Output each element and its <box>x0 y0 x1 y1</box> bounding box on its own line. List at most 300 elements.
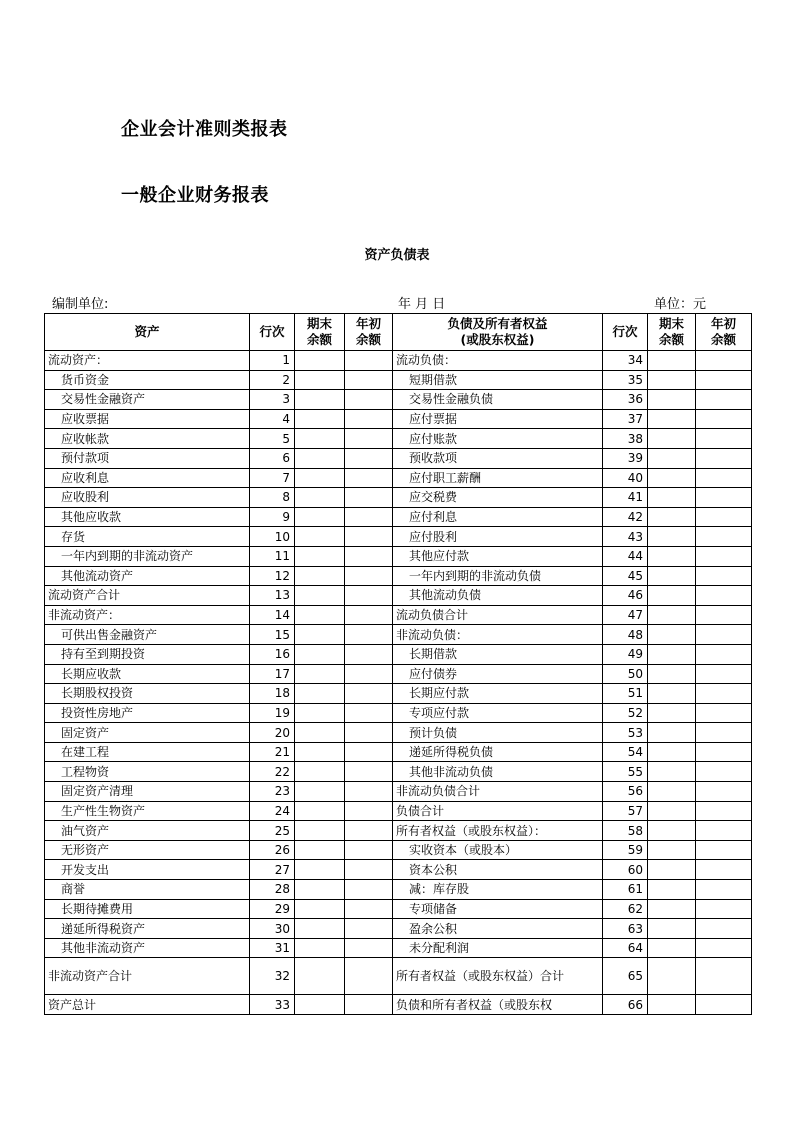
asset-begin-balance-cell[interactable] <box>345 684 393 704</box>
asset-line-number: 23 <box>250 782 295 802</box>
table-row <box>45 995 752 1015</box>
asset-item: 流动资产： <box>45 351 250 371</box>
asset-begin-balance-cell[interactable] <box>345 390 393 410</box>
liability-end-balance-cell[interactable] <box>648 409 696 429</box>
asset-end-balance-cell[interactable] <box>295 546 345 566</box>
asset-end-balance-cell[interactable] <box>295 390 345 410</box>
liability-item: 专项应付款 <box>393 703 603 723</box>
table-row <box>45 742 752 762</box>
liability-begin-balance-cell[interactable] <box>696 448 752 468</box>
asset-line-number: 21 <box>250 742 295 762</box>
asset-item: 非流动资产： <box>45 605 250 625</box>
asset-item: 一年内到期的非流动资产 <box>45 546 250 566</box>
asset-begin-balance-cell[interactable] <box>345 840 393 860</box>
asset-begin-balance-cell[interactable] <box>345 488 393 508</box>
liability-end-balance-cell[interactable] <box>648 860 696 880</box>
asset-begin-balance-cell[interactable] <box>345 703 393 723</box>
table-row <box>45 919 752 939</box>
table-row <box>45 429 752 449</box>
asset-begin-balance-cell[interactable] <box>345 448 393 468</box>
liability-end-balance-cell[interactable] <box>648 995 696 1015</box>
liability-begin-balance-cell[interactable] <box>696 723 752 743</box>
asset-item: 长期股权投资 <box>45 684 250 704</box>
asset-item: 可供出售金融资产 <box>45 625 250 645</box>
liability-end-balance-cell[interactable] <box>648 840 696 860</box>
asset-item: 应收票据 <box>45 409 250 429</box>
asset-end-balance-cell[interactable] <box>295 644 345 664</box>
liability-end-balance-cell[interactable] <box>648 703 696 723</box>
liability-begin-balance-cell[interactable] <box>696 801 752 821</box>
table-row <box>45 899 752 919</box>
table-row <box>45 566 752 586</box>
asset-item: 预付款项 <box>45 448 250 468</box>
asset-end-balance-cell[interactable] <box>295 723 345 743</box>
asset-begin-balance-cell[interactable] <box>345 370 393 390</box>
asset-begin-balance-cell[interactable] <box>345 468 393 488</box>
table-row <box>45 488 752 508</box>
col-end-balance2-header: 期末 余额 <box>648 314 696 351</box>
liability-line-number: 37 <box>603 409 648 429</box>
asset-item: 应收利息 <box>45 468 250 488</box>
asset-end-balance-cell[interactable] <box>295 429 345 449</box>
liability-end-balance-cell[interactable] <box>648 762 696 782</box>
liability-begin-balance-cell[interactable] <box>696 782 752 802</box>
liability-end-balance-cell[interactable] <box>648 605 696 625</box>
liability-begin-balance-cell[interactable] <box>696 566 752 586</box>
liability-end-balance-cell[interactable] <box>648 429 696 449</box>
liability-item: 预计负债 <box>393 723 603 743</box>
asset-line-number: 27 <box>250 860 295 880</box>
table-row <box>45 703 752 723</box>
liability-end-balance-cell[interactable] <box>648 958 696 995</box>
asset-item: 工程物资 <box>45 762 250 782</box>
liability-line-number: 45 <box>603 566 648 586</box>
liability-line-number: 50 <box>603 664 648 684</box>
liability-line-number: 34 <box>603 351 648 371</box>
asset-begin-balance-cell[interactable] <box>345 880 393 900</box>
asset-line-number: 30 <box>250 919 295 939</box>
liability-begin-balance-cell[interactable] <box>696 899 752 919</box>
table-row <box>45 880 752 900</box>
liability-end-balance-cell[interactable] <box>648 644 696 664</box>
liability-begin-balance-cell[interactable] <box>696 625 752 645</box>
asset-end-balance-cell[interactable] <box>295 566 345 586</box>
table-row <box>45 370 752 390</box>
liability-line-number: 61 <box>603 880 648 900</box>
liability-line-number: 65 <box>603 958 648 995</box>
liability-item: 应交税费 <box>393 488 603 508</box>
liability-end-balance-cell[interactable] <box>648 742 696 762</box>
asset-begin-balance-cell[interactable] <box>345 527 393 547</box>
asset-end-balance-cell[interactable] <box>295 409 345 429</box>
liability-item: 其他非流动负债 <box>393 762 603 782</box>
asset-end-balance-cell[interactable] <box>295 351 345 371</box>
asset-line-number: 33 <box>250 995 295 1015</box>
asset-begin-balance-cell[interactable] <box>345 938 393 958</box>
liability-line-number: 59 <box>603 840 648 860</box>
liability-line-number: 38 <box>603 429 648 449</box>
liability-line-number: 44 <box>603 546 648 566</box>
liability-line-number: 60 <box>603 860 648 880</box>
liability-line-number: 53 <box>603 723 648 743</box>
table-row <box>45 821 752 841</box>
liability-begin-balance-cell[interactable] <box>696 958 752 995</box>
liability-begin-balance-cell[interactable] <box>696 370 752 390</box>
liability-line-number: 63 <box>603 919 648 939</box>
asset-item: 商誉 <box>45 880 250 900</box>
liability-begin-balance-cell[interactable] <box>696 821 752 841</box>
asset-item: 货币资金 <box>45 370 250 390</box>
table-row <box>45 723 752 743</box>
asset-item: 持有至到期投资 <box>45 644 250 664</box>
asset-end-balance-cell[interactable] <box>295 782 345 802</box>
liability-end-balance-cell[interactable] <box>648 880 696 900</box>
col-end-balance-header: 期末 余额 <box>295 314 345 351</box>
liability-line-number: 54 <box>603 742 648 762</box>
liability-end-balance-cell[interactable] <box>648 448 696 468</box>
asset-item: 生产性生物资产 <box>45 801 250 821</box>
asset-line-number: 16 <box>250 644 295 664</box>
asset-begin-balance-cell[interactable] <box>345 899 393 919</box>
liability-item: 应付股利 <box>393 527 603 547</box>
liability-line-number: 43 <box>603 527 648 547</box>
liability-line-number: 47 <box>603 605 648 625</box>
liability-end-balance-cell[interactable] <box>648 586 696 606</box>
asset-end-balance-cell[interactable] <box>295 938 345 958</box>
asset-item: 投资性房地产 <box>45 703 250 723</box>
table-row <box>45 762 752 782</box>
asset-end-balance-cell[interactable] <box>295 448 345 468</box>
asset-item: 流动资产合计 <box>45 586 250 606</box>
asset-begin-balance-cell[interactable] <box>345 409 393 429</box>
asset-end-balance-cell[interactable] <box>295 919 345 939</box>
table-row <box>45 586 752 606</box>
asset-begin-balance-cell[interactable] <box>345 351 393 371</box>
asset-item: 固定资产 <box>45 723 250 743</box>
liability-end-balance-cell[interactable] <box>648 468 696 488</box>
liability-end-balance-cell[interactable] <box>648 782 696 802</box>
asset-line-number: 6 <box>250 448 295 468</box>
liability-end-balance-cell[interactable] <box>648 801 696 821</box>
asset-item: 非流动资产合计 <box>45 958 250 995</box>
asset-end-balance-cell[interactable] <box>295 605 345 625</box>
liability-line-number: 64 <box>603 938 648 958</box>
table-row <box>45 958 752 995</box>
table-row <box>45 448 752 468</box>
asset-line-number: 1 <box>250 351 295 371</box>
liability-item: 其他应付款 <box>393 546 603 566</box>
asset-line-number: 25 <box>250 821 295 841</box>
asset-end-balance-cell[interactable] <box>295 995 345 1015</box>
report-date-label: 年 月 日 <box>398 297 446 312</box>
asset-line-number: 17 <box>250 664 295 684</box>
liability-item: 递延所得税负债 <box>393 742 603 762</box>
liability-begin-balance-cell[interactable] <box>696 644 752 664</box>
asset-begin-balance-cell[interactable] <box>345 821 393 841</box>
table-row <box>45 351 752 371</box>
balance-sheet-title: 资产负债表 <box>364 248 430 263</box>
asset-end-balance-cell[interactable] <box>295 625 345 645</box>
asset-line-number: 13 <box>250 586 295 606</box>
liability-end-balance-cell[interactable] <box>648 821 696 841</box>
liability-item: 非流动负债合计 <box>393 782 603 802</box>
asset-item: 资产总计 <box>45 995 250 1015</box>
liability-item: 一年内到期的非流动负债 <box>393 566 603 586</box>
liability-end-balance-cell[interactable] <box>648 899 696 919</box>
table-row <box>45 409 752 429</box>
liability-item: 资本公积 <box>393 860 603 880</box>
liability-begin-balance-cell[interactable] <box>696 546 752 566</box>
asset-line-number: 4 <box>250 409 295 429</box>
liability-line-number: 39 <box>603 448 648 468</box>
liability-item: 短期借款 <box>393 370 603 390</box>
asset-begin-balance-cell[interactable] <box>345 801 393 821</box>
asset-item: 油气资产 <box>45 821 250 841</box>
asset-begin-balance-cell[interactable] <box>345 762 393 782</box>
asset-end-balance-cell[interactable] <box>295 762 345 782</box>
table-row <box>45 860 752 880</box>
asset-end-balance-cell[interactable] <box>295 664 345 684</box>
liability-item: 应付利息 <box>393 507 603 527</box>
liability-line-number: 55 <box>603 762 648 782</box>
asset-line-number: 8 <box>250 488 295 508</box>
liability-item: 流动负债合计 <box>393 605 603 625</box>
asset-end-balance-cell[interactable] <box>295 370 345 390</box>
asset-end-balance-cell[interactable] <box>295 860 345 880</box>
liability-line-number: 46 <box>603 586 648 606</box>
liability-end-balance-cell[interactable] <box>648 684 696 704</box>
liability-end-balance-cell[interactable] <box>648 625 696 645</box>
asset-end-balance-cell[interactable] <box>295 488 345 508</box>
liability-end-balance-cell[interactable] <box>648 919 696 939</box>
liability-item: 应付账款 <box>393 429 603 449</box>
liability-item: 所有者权益（或股东权益）合计 <box>393 958 603 995</box>
liability-line-number: 51 <box>603 684 648 704</box>
asset-end-balance-cell[interactable] <box>295 684 345 704</box>
liability-begin-balance-cell[interactable] <box>696 586 752 606</box>
liability-line-number: 49 <box>603 644 648 664</box>
report-standard-title: 企业会计准则类报表 <box>121 119 288 140</box>
liability-begin-balance-cell[interactable] <box>696 429 752 449</box>
asset-begin-balance-cell[interactable] <box>345 507 393 527</box>
liability-end-balance-cell[interactable] <box>648 938 696 958</box>
asset-item: 长期待摊费用 <box>45 899 250 919</box>
liability-end-balance-cell[interactable] <box>648 351 696 371</box>
liability-item: 盈余公积 <box>393 919 603 939</box>
table-row <box>45 468 752 488</box>
liability-begin-balance-cell[interactable] <box>696 742 752 762</box>
asset-line-number: 15 <box>250 625 295 645</box>
balance-sheet-table <box>44 313 752 1015</box>
liability-item: 应付债券 <box>393 664 603 684</box>
liability-end-balance-cell[interactable] <box>648 370 696 390</box>
asset-line-number: 5 <box>250 429 295 449</box>
asset-line-number: 12 <box>250 566 295 586</box>
asset-item: 固定资产清理 <box>45 782 250 802</box>
liability-end-balance-cell[interactable] <box>648 507 696 527</box>
liability-begin-balance-cell[interactable] <box>696 390 752 410</box>
asset-begin-balance-cell[interactable] <box>345 919 393 939</box>
asset-line-number: 7 <box>250 468 295 488</box>
table-row <box>45 664 752 684</box>
asset-line-number: 3 <box>250 390 295 410</box>
asset-item: 在建工程 <box>45 742 250 762</box>
asset-begin-balance-cell[interactable] <box>345 546 393 566</box>
liability-item: 实收资本（或股本） <box>393 840 603 860</box>
asset-line-number: 28 <box>250 880 295 900</box>
table-row <box>45 625 752 645</box>
table-row <box>45 684 752 704</box>
liability-line-number: 35 <box>603 370 648 390</box>
liability-line-number: 52 <box>603 703 648 723</box>
preparing-unit-label: 编制单位: <box>52 297 109 312</box>
currency-unit-label: 单位：元 <box>654 297 707 312</box>
liability-line-number: 56 <box>603 782 648 802</box>
liability-line-number: 48 <box>603 625 648 645</box>
liability-line-number: 62 <box>603 899 648 919</box>
liability-end-balance-cell[interactable] <box>648 527 696 547</box>
liability-end-balance-cell[interactable] <box>648 664 696 684</box>
col-line-header: 行次 <box>250 314 295 351</box>
col-asset-header: 资产 <box>45 314 250 351</box>
table-header-row <box>45 314 752 351</box>
col-liability-header: 负债及所有者权益 (或股东权益) <box>393 314 603 351</box>
liability-begin-balance-cell[interactable] <box>696 351 752 371</box>
asset-end-balance-cell[interactable] <box>295 507 345 527</box>
asset-item: 无形资产 <box>45 840 250 860</box>
asset-begin-balance-cell[interactable] <box>345 644 393 664</box>
liability-begin-balance-cell[interactable] <box>696 762 752 782</box>
asset-begin-balance-cell[interactable] <box>345 742 393 762</box>
liability-line-number: 36 <box>603 390 648 410</box>
table-row <box>45 390 752 410</box>
asset-line-number: 18 <box>250 684 295 704</box>
liability-begin-balance-cell[interactable] <box>696 938 752 958</box>
liability-begin-balance-cell[interactable] <box>696 860 752 880</box>
liability-line-number: 66 <box>603 995 648 1015</box>
asset-item: 应收股利 <box>45 488 250 508</box>
asset-end-balance-cell[interactable] <box>295 801 345 821</box>
liability-begin-balance-cell[interactable] <box>696 919 752 939</box>
asset-end-balance-cell[interactable] <box>295 468 345 488</box>
col-begin-balance-header: 年初 余额 <box>345 314 393 351</box>
liability-end-balance-cell[interactable] <box>648 566 696 586</box>
asset-end-balance-cell[interactable] <box>295 703 345 723</box>
liability-line-number: 42 <box>603 507 648 527</box>
liability-begin-balance-cell[interactable] <box>696 840 752 860</box>
liability-line-number: 40 <box>603 468 648 488</box>
liability-begin-balance-cell[interactable] <box>696 880 752 900</box>
liability-begin-balance-cell[interactable] <box>696 488 752 508</box>
col-line2-header: 行次 <box>603 314 648 351</box>
liability-item: 未分配利润 <box>393 938 603 958</box>
asset-item: 交易性金融资产 <box>45 390 250 410</box>
asset-line-number: 2 <box>250 370 295 390</box>
asset-begin-balance-cell[interactable] <box>345 860 393 880</box>
liability-item: 预收款项 <box>393 448 603 468</box>
liability-begin-balance-cell[interactable] <box>696 507 752 527</box>
asset-line-number: 22 <box>250 762 295 782</box>
asset-line-number: 26 <box>250 840 295 860</box>
asset-begin-balance-cell[interactable] <box>345 995 393 1015</box>
asset-end-balance-cell[interactable] <box>295 958 345 995</box>
asset-line-number: 32 <box>250 958 295 995</box>
liability-item: 交易性金融负债 <box>393 390 603 410</box>
asset-begin-balance-cell[interactable] <box>345 429 393 449</box>
liability-begin-balance-cell[interactable] <box>696 605 752 625</box>
table-row <box>45 840 752 860</box>
liability-item: 长期应付款 <box>393 684 603 704</box>
asset-line-number: 19 <box>250 703 295 723</box>
liability-begin-balance-cell[interactable] <box>696 409 752 429</box>
liability-end-balance-cell[interactable] <box>648 488 696 508</box>
asset-end-balance-cell[interactable] <box>295 880 345 900</box>
liability-begin-balance-cell[interactable] <box>696 703 752 723</box>
liability-begin-balance-cell[interactable] <box>696 527 752 547</box>
asset-begin-balance-cell[interactable] <box>345 958 393 995</box>
asset-item: 递延所得税资产 <box>45 919 250 939</box>
liability-item: 其他流动负债 <box>393 586 603 606</box>
asset-end-balance-cell[interactable] <box>295 527 345 547</box>
asset-item: 其他应收款 <box>45 507 250 527</box>
asset-end-balance-cell[interactable] <box>295 586 345 606</box>
liability-line-number: 58 <box>603 821 648 841</box>
asset-begin-balance-cell[interactable] <box>345 782 393 802</box>
asset-item: 开发支出 <box>45 860 250 880</box>
asset-line-number: 10 <box>250 527 295 547</box>
asset-item: 长期应收款 <box>45 664 250 684</box>
asset-item: 其他流动资产 <box>45 566 250 586</box>
liability-end-balance-cell[interactable] <box>648 390 696 410</box>
liability-begin-balance-cell[interactable] <box>696 995 752 1015</box>
asset-begin-balance-cell[interactable] <box>345 605 393 625</box>
report-category-title: 一般企业财务报表 <box>121 185 269 206</box>
asset-end-balance-cell[interactable] <box>295 899 345 919</box>
asset-begin-balance-cell[interactable] <box>345 664 393 684</box>
asset-end-balance-cell[interactable] <box>295 821 345 841</box>
liability-end-balance-cell[interactable] <box>648 546 696 566</box>
asset-line-number: 14 <box>250 605 295 625</box>
asset-line-number: 29 <box>250 899 295 919</box>
liability-line-number: 57 <box>603 801 648 821</box>
asset-begin-balance-cell[interactable] <box>345 586 393 606</box>
col-begin-balance2-header: 年初 余额 <box>696 314 752 351</box>
asset-line-number: 31 <box>250 938 295 958</box>
liability-end-balance-cell[interactable] <box>648 723 696 743</box>
liability-item: 应付职工薪酬 <box>393 468 603 488</box>
liability-item: 非流动负债： <box>393 625 603 645</box>
liability-item: 所有者权益（或股东权益）： <box>393 821 603 841</box>
asset-begin-balance-cell[interactable] <box>345 566 393 586</box>
asset-begin-balance-cell[interactable] <box>345 723 393 743</box>
table-row <box>45 801 752 821</box>
table-row <box>45 938 752 958</box>
table-row <box>45 507 752 527</box>
liability-begin-balance-cell[interactable] <box>696 468 752 488</box>
liability-begin-balance-cell[interactable] <box>696 664 752 684</box>
asset-item: 存货 <box>45 527 250 547</box>
asset-end-balance-cell[interactable] <box>295 742 345 762</box>
table-row <box>45 527 752 547</box>
asset-item: 其他非流动资产 <box>45 938 250 958</box>
asset-end-balance-cell[interactable] <box>295 840 345 860</box>
table-row <box>45 782 752 802</box>
asset-line-number: 20 <box>250 723 295 743</box>
liability-item: 应付票据 <box>393 409 603 429</box>
asset-begin-balance-cell[interactable] <box>345 625 393 645</box>
liability-begin-balance-cell[interactable] <box>696 684 752 704</box>
liability-item: 负债合计 <box>393 801 603 821</box>
